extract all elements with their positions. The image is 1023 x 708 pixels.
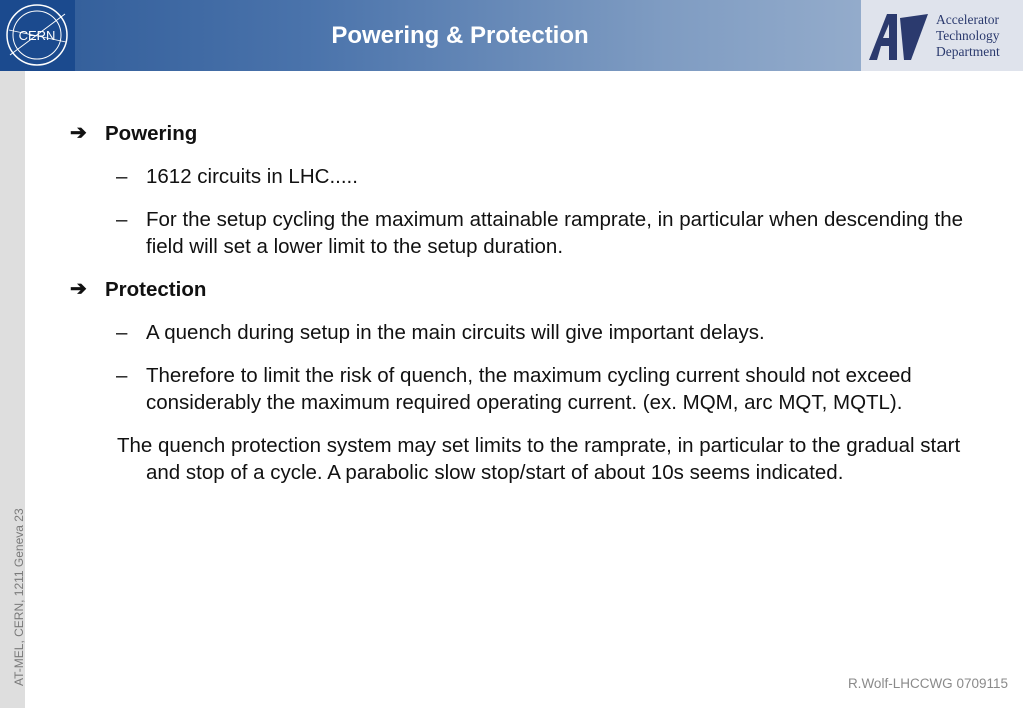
footer-reference: R.Wolf-LHCCWG 0709115 <box>847 676 1008 691</box>
list-item <box>70 362 970 416</box>
arrow-right-icon: ➔ <box>70 122 87 144</box>
dash-bullet: – <box>116 364 128 387</box>
header-bar <box>0 0 1023 71</box>
list-item-text: 1612 circuits in LHC..... <box>146 165 358 188</box>
closing-paragraph: The quench protection system may set limits to the ramprate, in particular to the gradual start and stop of a cycle. A parabolic slow stop/start of about 10s seems indicated. <box>117 434 961 484</box>
list-item <box>70 206 970 260</box>
department-name <box>936 12 1000 60</box>
cern-logo-icon <box>0 0 75 71</box>
department-line-3: Department <box>936 44 1000 59</box>
slide-content <box>70 120 970 502</box>
section-heading-protection <box>70 276 970 303</box>
dash-bullet: – <box>116 321 128 344</box>
list-item-text: Therefore to limit the risk of quench, the maximum cycling current should not exceed considerably the maximum required operating current. (ex. MQM, arc MQT, MQTL). <box>146 364 912 414</box>
cern-logo-label: CERN <box>18 28 56 43</box>
side-address-text: AT-MEL, CERN, 1211 Geneva 23 <box>12 508 26 686</box>
page-title: Powering & Protection <box>331 22 589 49</box>
section-title: Protection <box>105 278 207 301</box>
section-heading-powering <box>70 120 970 147</box>
department-logo <box>861 0 1023 71</box>
list-item <box>70 319 970 346</box>
list-item-text: For the setup cycling the maximum attainable ramprate, in particular when descending the field will set a lower limit to the setup duration. <box>146 208 964 258</box>
cern-logo <box>0 0 75 71</box>
section-title: Powering <box>105 122 198 145</box>
arrow-right-icon: ➔ <box>70 278 87 300</box>
dash-bullet: – <box>116 165 128 188</box>
department-line-2: Technology <box>936 28 1000 43</box>
at-logo-icon <box>867 10 929 62</box>
list-item <box>70 163 970 190</box>
list-item-text: A quench during setup in the main circuits will give important delays. <box>146 321 765 344</box>
department-line-1: Accelerator <box>936 12 999 27</box>
dash-bullet: – <box>116 208 128 231</box>
